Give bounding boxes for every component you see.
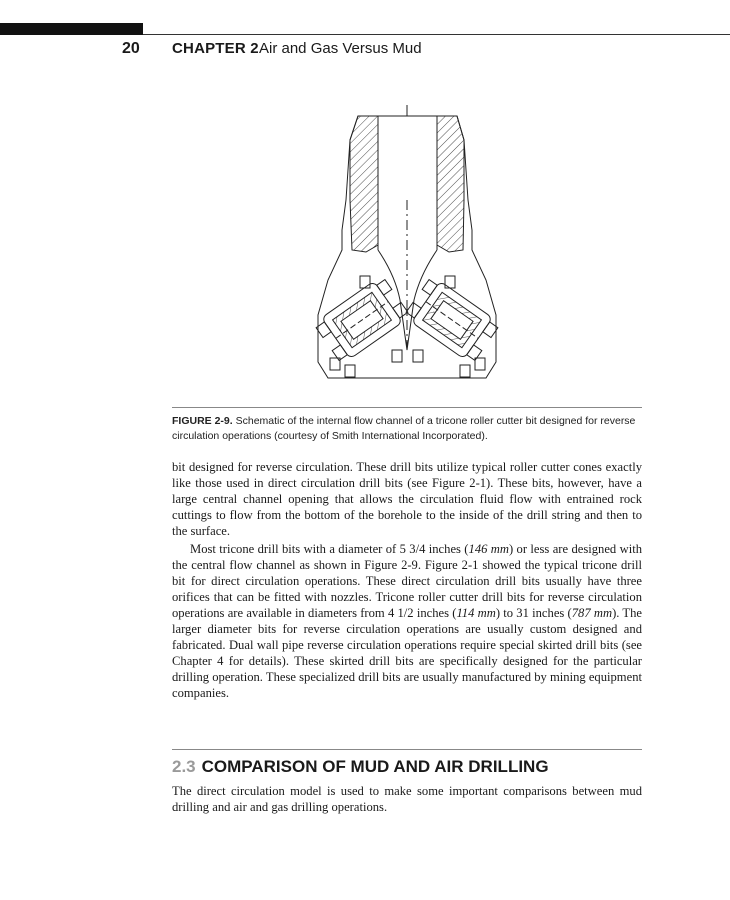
- header-bar: [0, 23, 143, 35]
- text-run: ) or less are designed with the central flow channel as shown in Figure 2-9. Figure 2-1 showed the typical tricone drill bit for direct circulation operations. These direct circulation drill bits usually have three orifices that can be fitted with nozzles. Tricone roller cutter drill bits for reverse circulation operations are available in diameters from 4 1/2 inches (: [172, 542, 642, 620]
- section-rule: [172, 749, 642, 750]
- tooth-insert: [475, 358, 485, 370]
- section-heading: [172, 757, 549, 777]
- figure-caption: [172, 414, 642, 444]
- body-paragraph-1-text: bit designed for reverse circulation. These drill bits utilize typical roller cutter cones exactly like those used in direct circulation drill bits (see Figure 2-1). These bits, however, have a large central channel opening that allows the circulation fluid flow with entrained rock cuttings to flow from the bottom of the borehole to the inside of the drill string and then to the surface.: [172, 460, 642, 538]
- page-number: 20: [122, 40, 140, 57]
- text-run: ). The larger diameter bits for reverse circulation operations are usually custom designed and fabricated. Dual wall pipe reverse circulation operations require special skirted drill bits (see Chapter 4 for details). These skirted drill bits are specifically designed for the particular drilling operation. These specialized drill bits are usually manufactured by mining equipment companies.: [172, 606, 643, 700]
- section-title: COMPARISON OF MUD AND AIR DRILLING: [201, 757, 549, 776]
- section-number: 2.3: [172, 757, 196, 776]
- tricone-bit-schematic: [300, 100, 515, 390]
- left-cone: [313, 275, 410, 364]
- figure-label: FIGURE 2-9.: [172, 415, 233, 427]
- header-rule: [143, 34, 730, 35]
- metric-value: 146 mm: [468, 542, 509, 556]
- metric-value: 114 mm: [456, 606, 496, 620]
- text-run: Most tricone drill bits with a diameter of 5 3/4 inches (: [190, 542, 469, 556]
- metric-value: 787 mm: [571, 606, 613, 620]
- figure-rule: [172, 407, 642, 408]
- tooth-insert: [392, 350, 402, 362]
- body-paragraph-3-text: The direct circulation model is used to make some important comparisons between mud drilling and air and gas drilling operations.: [172, 784, 642, 814]
- body-paragraph-3: [172, 783, 642, 815]
- left-hatched-wall: [350, 116, 378, 252]
- body-paragraph-2: [172, 541, 642, 701]
- text-run: ) to 31 inches (: [495, 606, 572, 620]
- tooth-insert: [460, 365, 470, 377]
- right-hatched-wall: [437, 116, 464, 252]
- body-paragraph-1: [172, 459, 642, 539]
- tooth-insert: [413, 350, 423, 362]
- chapter-label: CHAPTER 2: [172, 40, 259, 57]
- chapter-title: Air and Gas Versus Mud: [259, 40, 422, 57]
- tooth-insert: [345, 365, 355, 377]
- right-cone: [403, 275, 500, 364]
- figure-caption-text: Schematic of the internal flow channel of a tricone roller cutter bit designed for reverse circulation operations (courtesy of Smith International Incorporated).: [172, 415, 636, 442]
- running-head: [0, 40, 730, 60]
